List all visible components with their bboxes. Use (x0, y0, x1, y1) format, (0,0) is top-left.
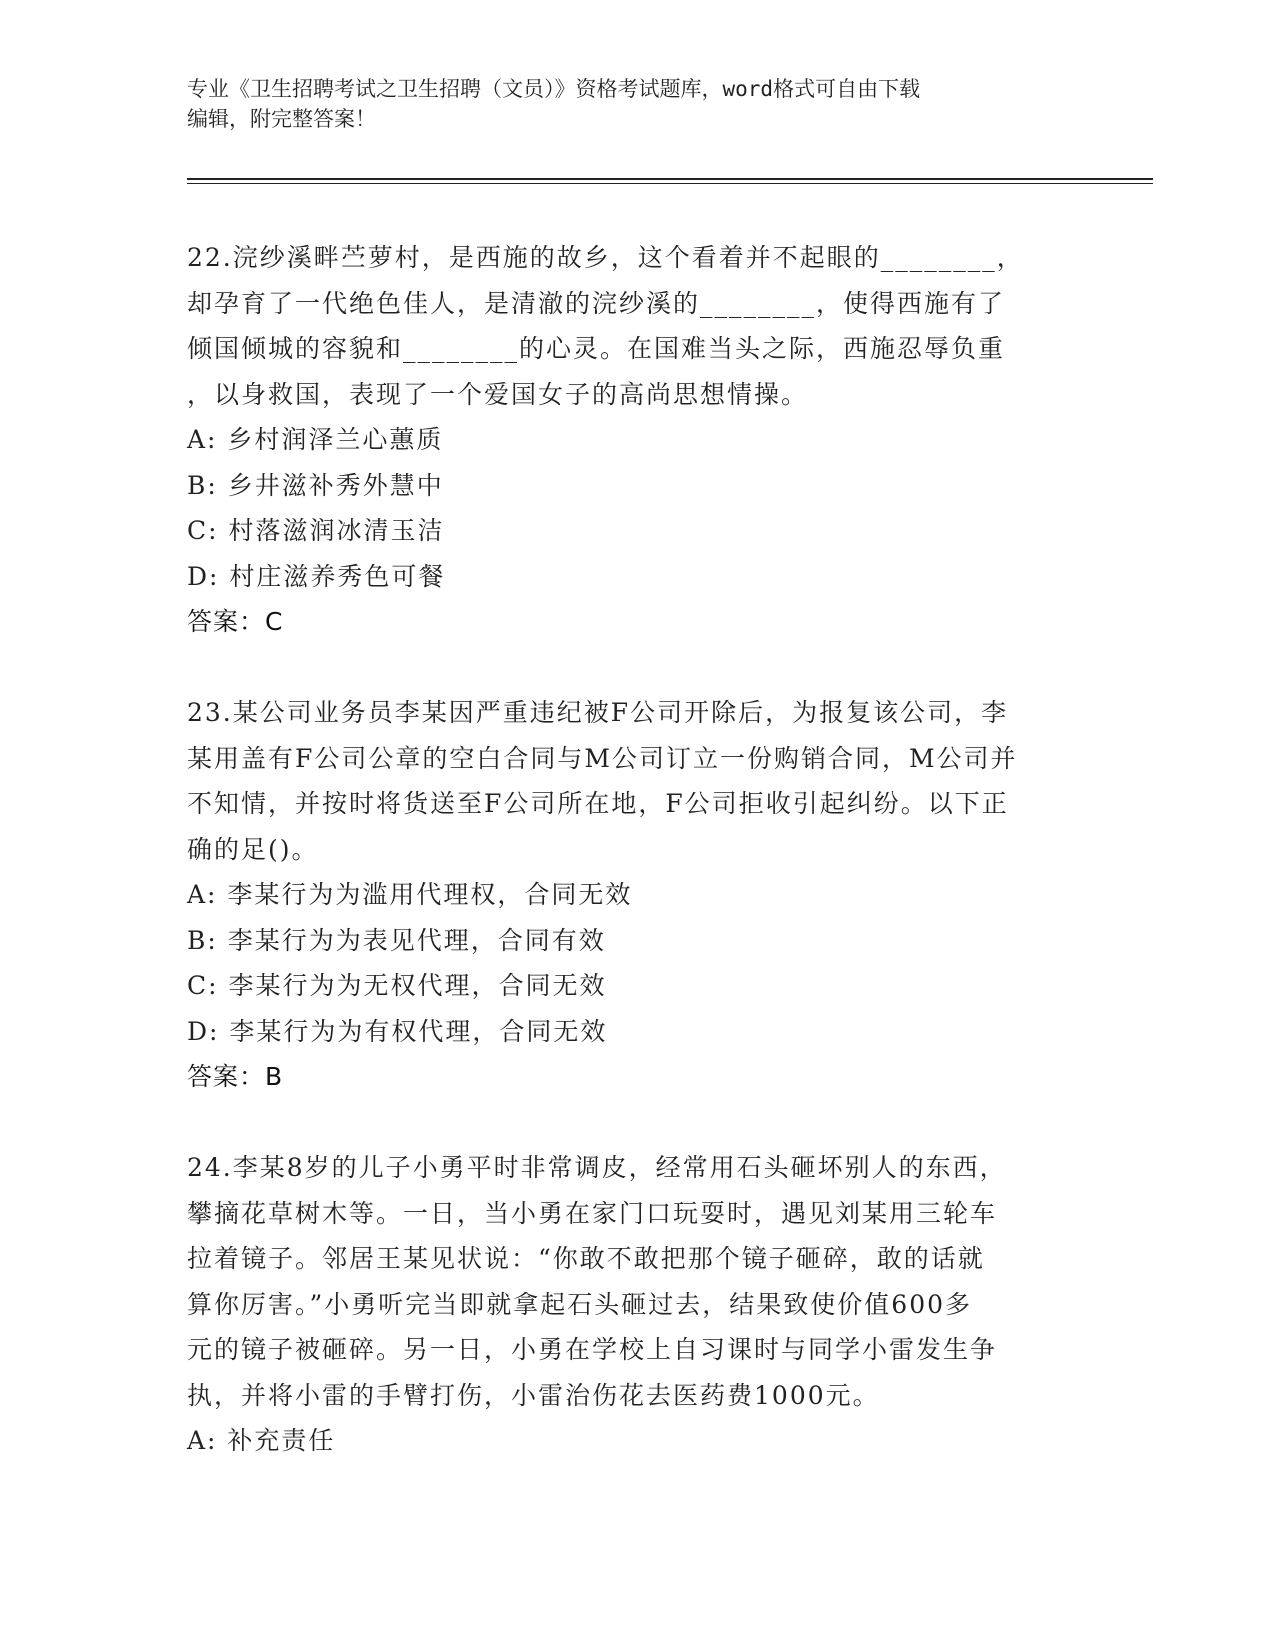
header-line: 专业《卫生招聘考试之卫生招聘（文员）》资格考试题库，word格式可自由下载 (187, 77, 921, 101)
question-stem-line: 不知情，并按时将货送至F公司所在地，F公司拒收引起纠纷。以下正 (187, 789, 1009, 818)
question-stem-line: 拉着镜子。邻居王某见状说：“你敢不敢把那个镜子砸碎，敢的话就 (187, 1244, 985, 1273)
header-line: 编辑，附完整答案！ (187, 107, 376, 131)
answer-label: 答案：B (187, 1062, 284, 1091)
question-stem-line: 倾国倾城的容貌和________的心灵。在国难当头之际，西施忍辱负重 (187, 334, 1006, 363)
option-a: A: 李某行为为滥用代理权，合同无效 (187, 880, 633, 909)
question-stem-line: ，以身救国，表现了一个爱国女子的高尚思想情操。 (187, 379, 809, 409)
question-stem-line: 确的足()。 (187, 834, 319, 864)
question-24 (187, 1145, 1087, 1464)
header-divider-thin (187, 183, 1153, 184)
question-stem-line: 22.浣纱溪畔苎萝村，是西施的故乡，这个看着并不起眼的________， (187, 243, 1024, 272)
option-b: B: 李某行为为表见代理，合同有效 (187, 925, 606, 955)
option-b: B: 乡井滋补秀外慧中 (187, 470, 444, 500)
question-stem-line: 元的镜子被砸碎。另一日，小勇在学校上自习课时与同学小雷发生争 (187, 1335, 998, 1364)
answer-label: 答案：C (187, 607, 284, 636)
option-c: C: 村落滋润冰清玉洁 (187, 516, 445, 545)
header-divider-thick (187, 178, 1153, 180)
question-stem-line: 攀摘花草树木等。一日，当小勇在家门口玩耍时，遇见刘某用三轮车 (187, 1198, 998, 1228)
option-d: D: 村庄滋养秀色可餐 (187, 561, 446, 591)
question-stem-line: 23.某公司业务员李某因严重违纪被F公司开除后，为报复该公司，李 (187, 698, 1009, 727)
question-stem-line: 某用盖有F公司公章的空白合同与M公司订立一份购销合同，M公司并 (187, 743, 1018, 773)
question-22 (187, 235, 1087, 645)
question-23 (187, 690, 1087, 1100)
question-stem-line: 算你厉害。”小勇听完当即就拿起石头砸过去，结果致使价值600多 (187, 1289, 973, 1319)
option-a: A: 乡村润泽兰心蕙质 (187, 425, 444, 454)
question-stem-line: 执，并将小雷的手臂打伤，小雷治伤花去医药费1000元。 (187, 1380, 880, 1410)
question-stem-line: 24.李某8岁的儿子小勇平时非常调皮，经常用石头砸坏别人的东西， (187, 1153, 1007, 1182)
option-d: D: 李某行为为有权代理，合同无效 (187, 1016, 608, 1046)
option-c: C: 李某行为为无权代理，合同无效 (187, 971, 607, 1000)
document-header (187, 74, 1087, 134)
question-stem-line: 却孕育了一代绝色佳人，是清澈的浣纱溪的________，使得西施有了 (187, 288, 1006, 318)
option-a: A: 补充责任 (187, 1426, 336, 1455)
